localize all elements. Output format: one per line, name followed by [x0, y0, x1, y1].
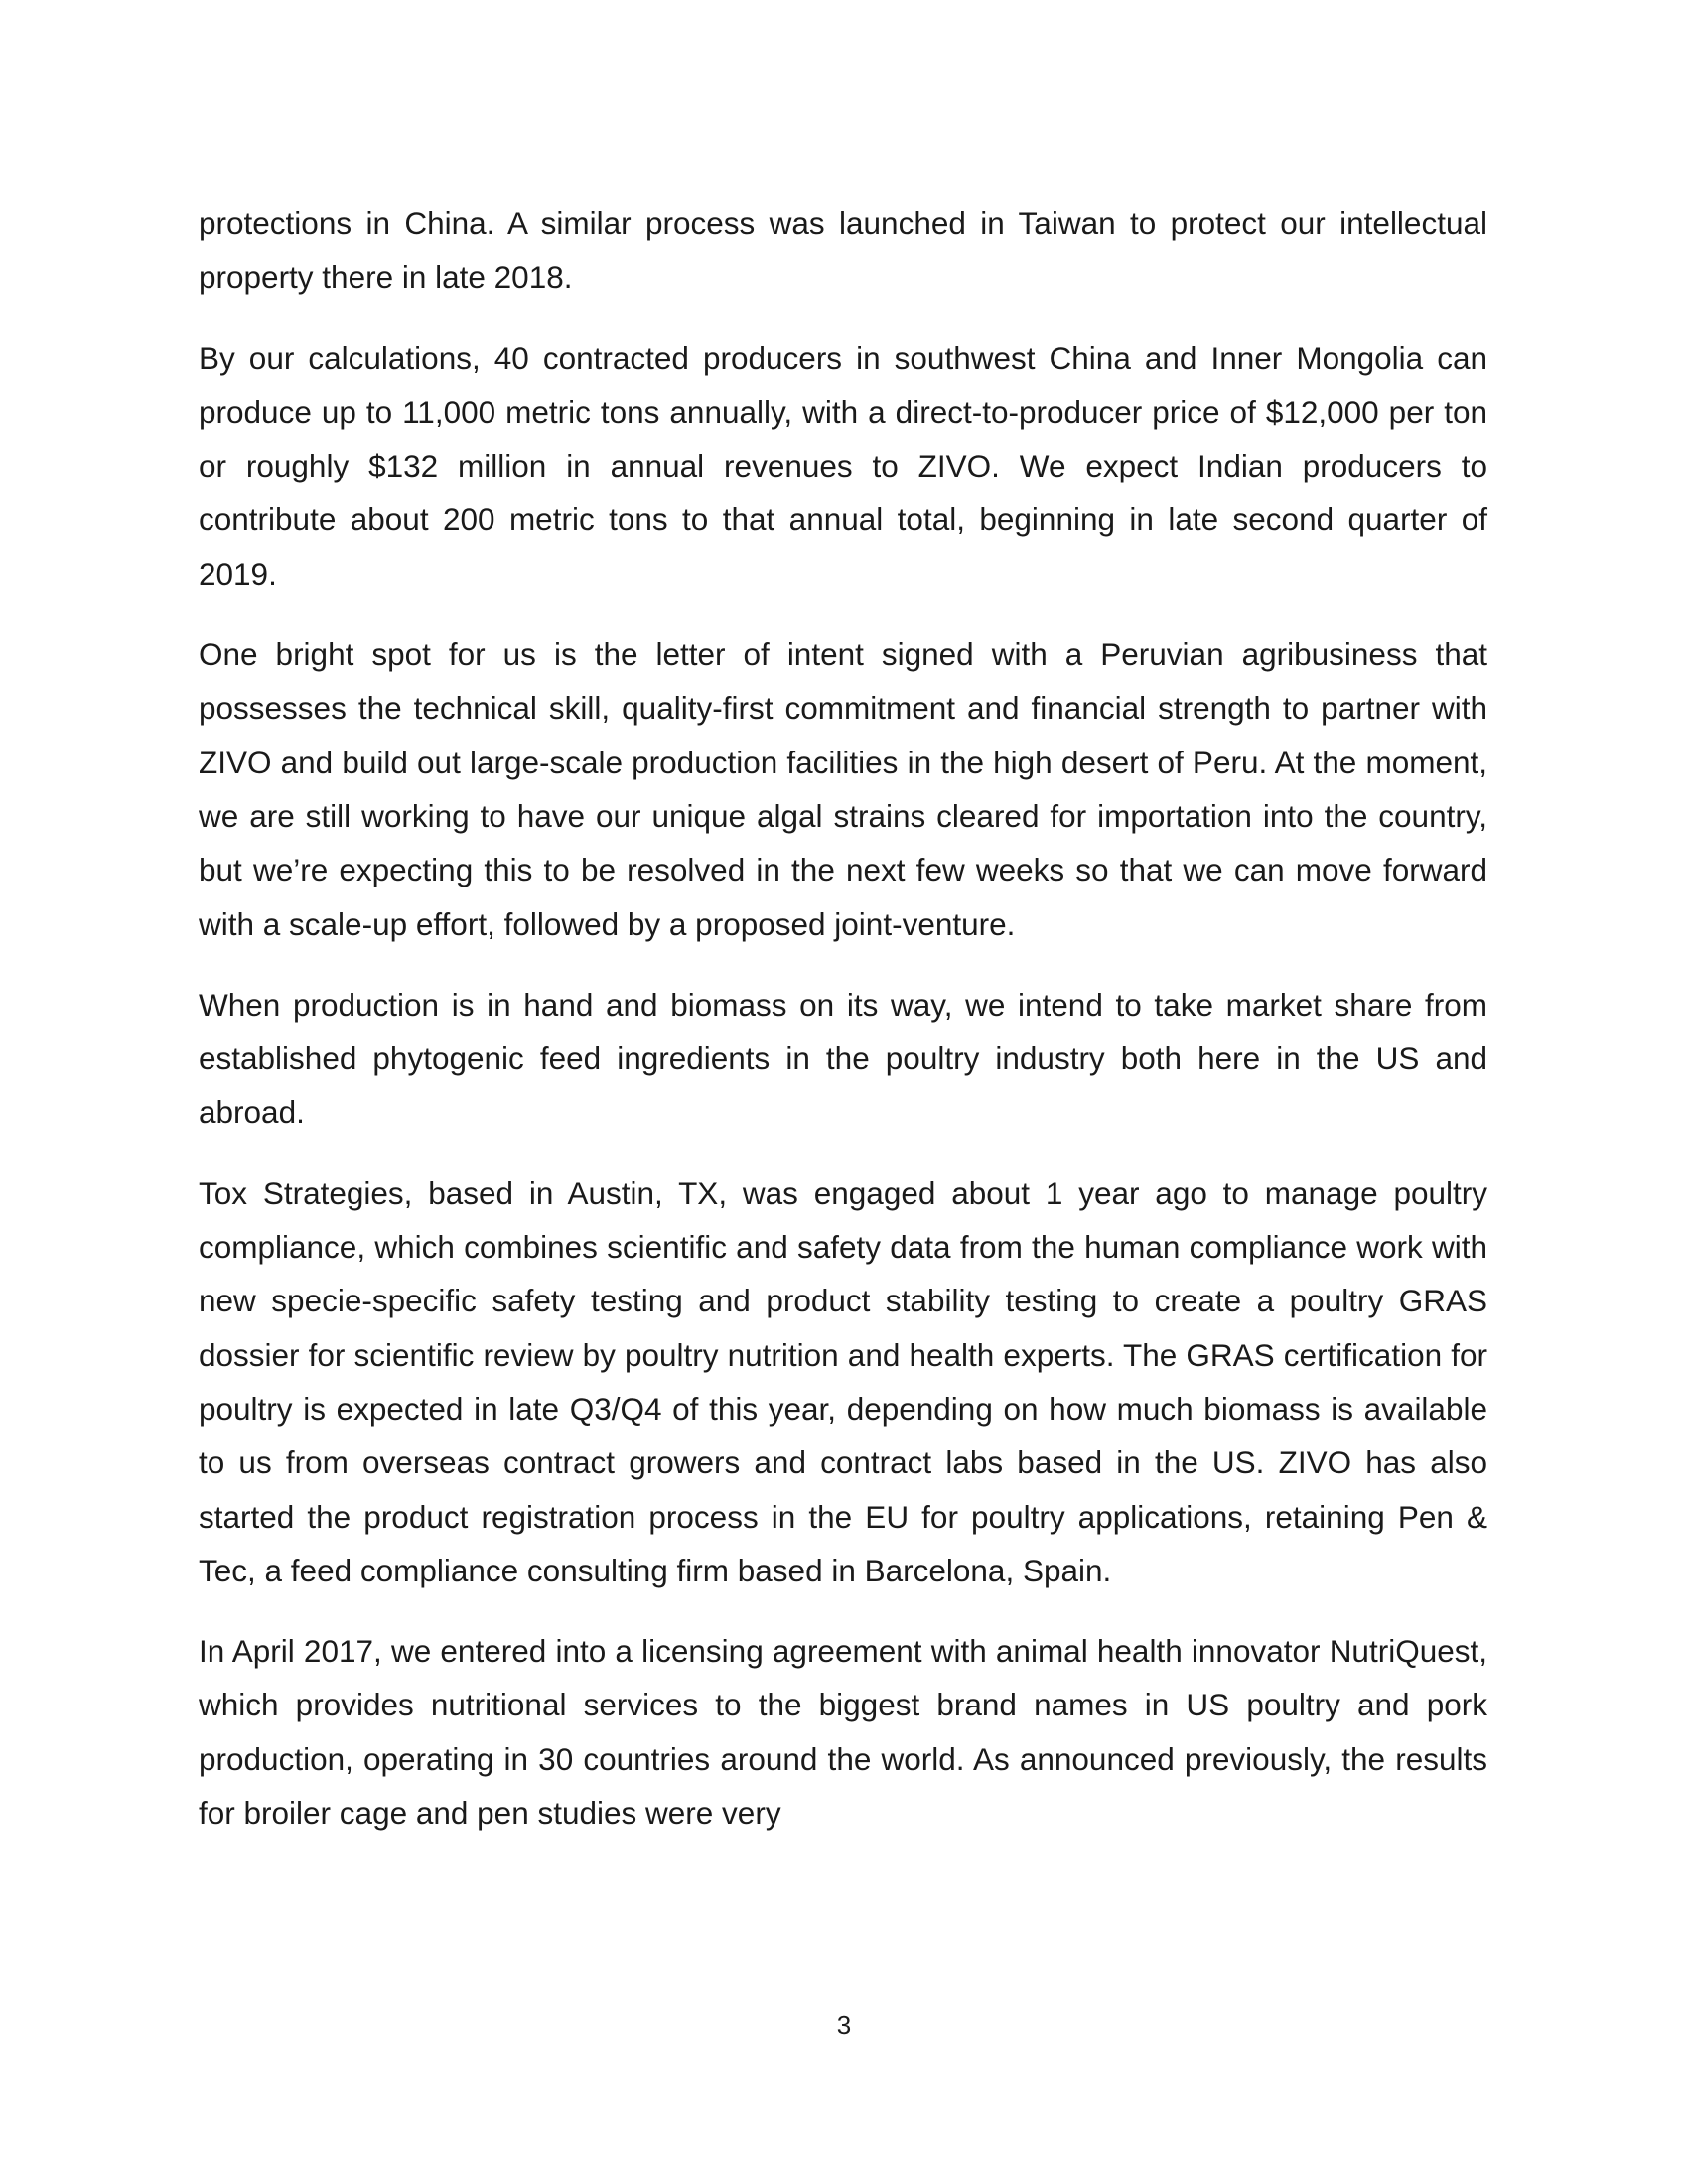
paragraph-peruvian-agribusiness: One bright spot for us is the letter of intent signed with a Peruvian agribusiness that possesses the technical skill, quality-first commitment and financial strength to partner with ZIVO and build out large-scale production facilities in the high desert of Peru. At the moment, we are still working to have our unique algal strains cleared for importation into the country, but we’re expecting this to be resolved in the next few weeks so that we can move forward with a scale-up effort, followed by a proposed joint-venture. — [199, 636, 1487, 942]
paragraph-tox-strategies: Tox Strategies, based in Austin, TX, was engaged about 1 year ago to manage poultry compliance, which combines scientific and safety data from the human compliance work with new specie-specific safety testing and product stability testing to create a poultry GRAS dossier for scientific review by poultry nutrition and health experts. The GRAS certification for poultry is expected in late Q3/Q4 of this year, depending on how much biomass is available to us from overseas contract growers and contract labs based in the US. ZIVO has also started the product registration process in the EU for poultry applications, retaining Pen & Tec, a feed compliance consulting firm based in Barcelona, Spain. — [199, 1174, 1487, 1588]
paragraph-china-taiwan-protections: protections in China. A similar process was launched in Taiwan to protect our intellectual property there in late 2018. — [199, 205, 1487, 296]
document-body — [199, 197, 1487, 1866]
page-number: 3 — [836, 2010, 852, 2040]
paragraph-market-share: When production is in hand and biomass on its way, we intend to take market share from established phytogenic feed ingredients in the poultry industry both here in the US and abroad. — [199, 986, 1487, 1131]
paragraph-nutriquest-agreement: In April 2017, we entered into a licensing agreement with animal health innovator NutriQuest, which provides nutritional services to the biggest brand names in US poultry and pork production, operating in 30 countries around the world. As announced previously, the results for broiler cage and pen studies were very — [199, 1633, 1487, 1832]
paragraph-production-calculations: By our calculations, 40 contracted producers in southwest China and Inner Mongolia can produce up to 11,000 metric tons annually, with a direct-to-producer price of $12,000 per ton or roughly $132 million in annual revenues to ZIVO. We expect Indian producers to contribute about 200 metric tons to that annual total, beginning in late second quarter of 2019. — [199, 340, 1487, 592]
